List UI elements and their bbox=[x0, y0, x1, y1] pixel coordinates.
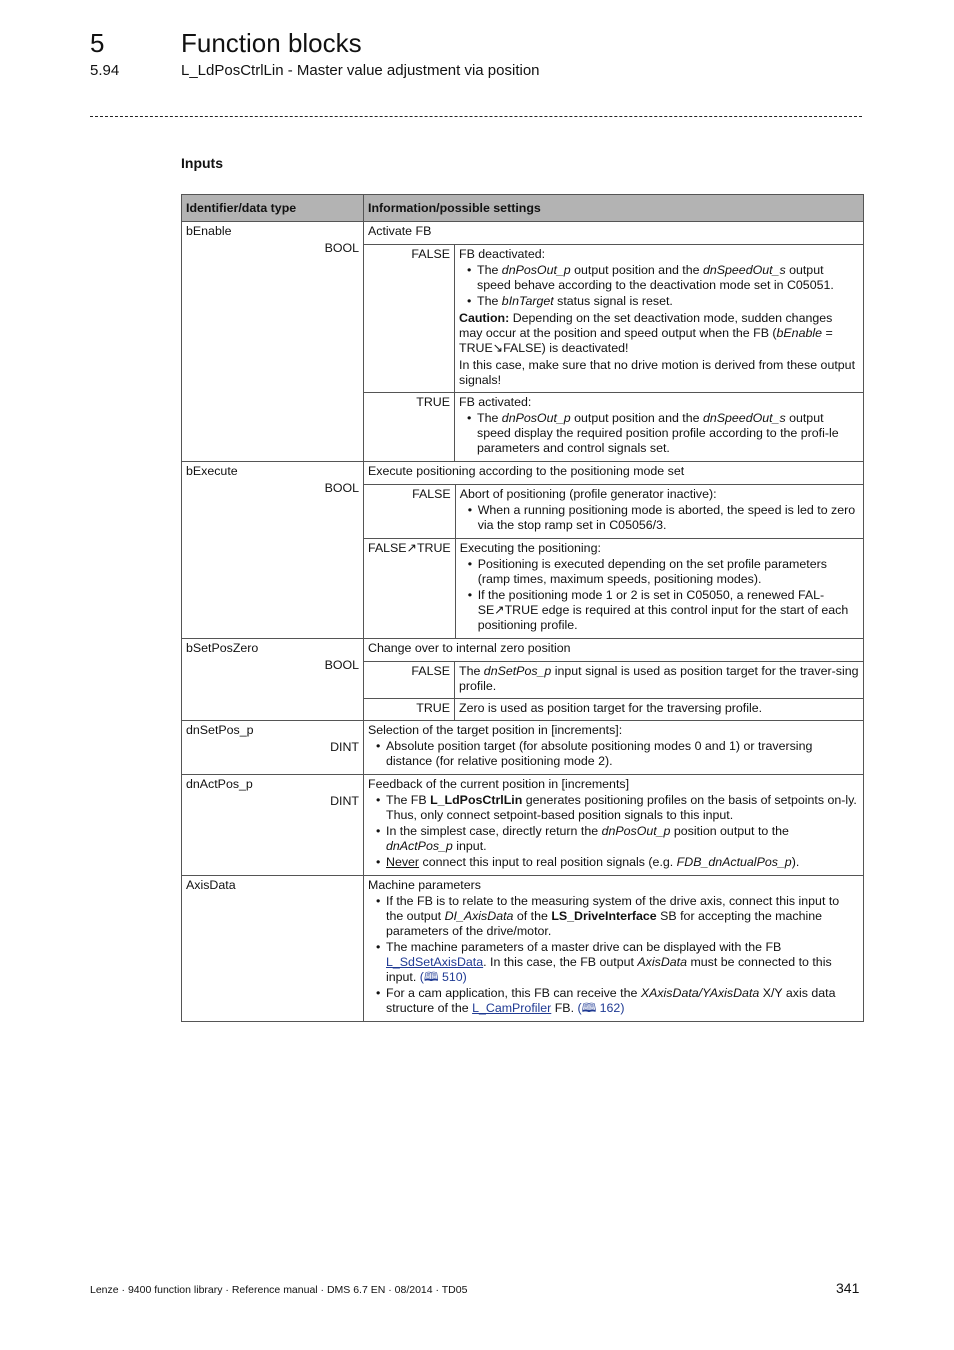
section-title: L_LdPosCtrlLin - Master value adjustment via position bbox=[181, 62, 540, 79]
info-cell bbox=[364, 876, 864, 1022]
data-type: BOOL bbox=[324, 481, 359, 495]
info-heading: Machine parameters bbox=[368, 878, 481, 892]
table-row-benable bbox=[182, 222, 864, 462]
identifier-name: AxisData bbox=[186, 878, 236, 892]
identifier-name: bEnable bbox=[186, 224, 232, 238]
bullet-list bbox=[368, 739, 859, 769]
column-header-information: Information/possible settings bbox=[364, 195, 864, 222]
setting-row-false bbox=[364, 662, 863, 699]
chapter-title: Function blocks bbox=[181, 28, 362, 58]
setting-description: Zero is used as position target for the traversing profile. bbox=[455, 699, 864, 721]
identifier-name: dnActPos_p bbox=[186, 777, 253, 791]
bullet-list bbox=[460, 503, 859, 533]
list-item: • The dnPosOut_p output position and the dnSpeedOut_s output speed display the required position profile according to the profi-le parameters and control signals set. bbox=[477, 411, 859, 456]
setting-description bbox=[455, 245, 864, 393]
list-item: • The machine parameters of a master drive can be displayed with the FB L_SdSetAxisData. In this case, the FB output AxisData must be connected to this input. (🕮 510) bbox=[386, 940, 859, 985]
table-row-dnactpos bbox=[182, 775, 864, 876]
table-row-axisdata bbox=[182, 876, 864, 1022]
footer-text: Lenze · 9400 function library · Reference manual · DMS 6.7 EN · 08/2014 · TD05 bbox=[90, 1284, 468, 1296]
setting-heading: Executing the positioning: bbox=[459, 541, 601, 555]
caution-advice: In this case, make sure that no drive motion is derived from these output signals! bbox=[459, 358, 856, 387]
settings-subtable bbox=[364, 661, 863, 720]
bullet-list bbox=[460, 557, 859, 633]
page-reference-link[interactable]: (🕮 162) bbox=[577, 1001, 625, 1015]
header-divider bbox=[90, 116, 862, 117]
setting-heading: FB deactivated: bbox=[459, 247, 546, 261]
settings-subtable bbox=[364, 484, 863, 638]
setting-heading: FB activated: bbox=[459, 395, 532, 409]
list-item: • Never connect this input to real position signals (e.g. FDB_dnActualPos_p). bbox=[386, 855, 859, 870]
column-header-identifier: Identifier/data type bbox=[182, 195, 364, 222]
info-heading: Change over to internal zero position bbox=[368, 641, 571, 655]
data-type: BOOL bbox=[324, 658, 359, 672]
bullet-list bbox=[459, 263, 859, 309]
bullet-list bbox=[459, 411, 859, 456]
setting-description bbox=[455, 539, 863, 639]
list-item: • The dnPosOut_p output position and the dnSpeedOut_s output speed behave according to the deactivation mode set in C05051. bbox=[477, 263, 859, 293]
list-item: • The bInTarget status signal is reset. bbox=[477, 294, 859, 309]
setting-value: FALSE bbox=[364, 485, 455, 539]
setting-value: FALSE↗TRUE bbox=[364, 539, 455, 639]
inputs-table bbox=[181, 194, 864, 1022]
caution-note: Caution: Depending on the set deactivation mode, sudden changes may occur at the position and speed output when the FB (bEnable = TRUE↘FALSE) is deactivated! bbox=[459, 311, 833, 355]
data-type: DINT bbox=[330, 740, 359, 754]
identifier-cell bbox=[182, 639, 364, 721]
section-number: 5.94 bbox=[90, 62, 120, 79]
list-item: • When a running positioning mode is aborted, the speed is led to zero via the stop ramp set in C05056/3. bbox=[478, 503, 859, 533]
table-row-bexecute bbox=[182, 462, 864, 639]
list-item: • In the simplest case, directly return the dnPosOut_p position output to the dnActPos_p input. bbox=[386, 824, 859, 854]
table-row-dnsetpos bbox=[182, 721, 864, 775]
setting-row-true bbox=[364, 393, 863, 462]
info-heading: Feedback of the current position in [increments] bbox=[368, 777, 630, 791]
list-item: • The FB L_LdPosCtrlLin generates positioning profiles on the basis of setpoints on-ly. Thus, only connect setpoint-based position signals to this input. bbox=[386, 793, 859, 823]
identifier-cell bbox=[182, 462, 364, 639]
info-cell bbox=[364, 462, 864, 639]
page-reference-link[interactable]: (🕮 510) bbox=[419, 970, 467, 984]
setting-description bbox=[455, 393, 864, 462]
identifier-name: dnSetPos_p bbox=[186, 723, 254, 737]
page-number: 341 bbox=[836, 1280, 860, 1296]
info-cell bbox=[364, 775, 864, 876]
setting-row-true bbox=[364, 699, 863, 721]
setting-value: TRUE bbox=[364, 699, 455, 721]
identifier-cell bbox=[182, 876, 364, 1022]
identifier-name: bExecute bbox=[186, 464, 238, 478]
list-item: • Absolute position target (for absolute positioning modes 0 and 1) or traversing distance (for relative positioning mode 2). bbox=[386, 739, 859, 769]
settings-subtable bbox=[364, 244, 863, 461]
data-type: DINT bbox=[330, 794, 359, 808]
setting-description: The dnSetPos_p input signal is used as position target for the traver-sing profile. bbox=[455, 662, 864, 699]
list-item: • For a cam application, this FB can receive the XAxisData/YAxisData X/Y axis data structure of the L_CamProfiler FB. (🕮 162) bbox=[386, 986, 859, 1016]
setting-description bbox=[455, 485, 863, 539]
data-type: BOOL bbox=[324, 241, 359, 255]
setting-row-false bbox=[364, 485, 863, 539]
setting-value: FALSE bbox=[364, 662, 455, 699]
table-row-bsetposzero bbox=[182, 639, 864, 721]
setting-row-false bbox=[364, 245, 863, 393]
list-item: • Positioning is executed depending on the set profile parameters (ramp times, maximum speeds, positioning modes). bbox=[478, 557, 859, 587]
link-l-sdsetaxisdata[interactable]: L_SdSetAxisData bbox=[386, 955, 484, 969]
info-heading: Activate FB bbox=[368, 224, 432, 238]
setting-row-edge bbox=[364, 539, 863, 639]
bullet-list bbox=[368, 894, 859, 1016]
list-item: • If the positioning mode 1 or 2 is set in C05050, a renewed FAL-SE↗TRUE edge is required at this control input for the start of each positioning profile. bbox=[478, 588, 859, 633]
info-heading: Selection of the target position in [increments]: bbox=[368, 723, 623, 737]
chapter-number: 5 bbox=[90, 28, 105, 58]
identifier-cell bbox=[182, 721, 364, 775]
identifier-cell bbox=[182, 775, 364, 876]
info-cell bbox=[364, 721, 864, 775]
identifier-cell bbox=[182, 222, 364, 462]
setting-value: TRUE bbox=[364, 393, 455, 462]
identifier-name: bSetPosZero bbox=[186, 641, 259, 655]
list-item: • If the FB is to relate to the measuring system of the drive axis, connect this input to the output DI_AxisData of the LS_DriveInterface SB for accepting the machine parameters of the drive/motor. bbox=[386, 894, 859, 939]
info-cell bbox=[364, 639, 864, 721]
setting-value: FALSE bbox=[364, 245, 455, 393]
bullet-list bbox=[368, 793, 859, 870]
info-cell bbox=[364, 222, 864, 462]
setting-heading: Abort of positioning (profile generator inactive): bbox=[459, 487, 717, 501]
info-heading: Execute positioning according to the positioning mode set bbox=[368, 464, 685, 478]
inputs-heading: Inputs bbox=[181, 155, 223, 171]
link-l-camprofiler[interactable]: L_CamProfiler bbox=[472, 1001, 552, 1015]
